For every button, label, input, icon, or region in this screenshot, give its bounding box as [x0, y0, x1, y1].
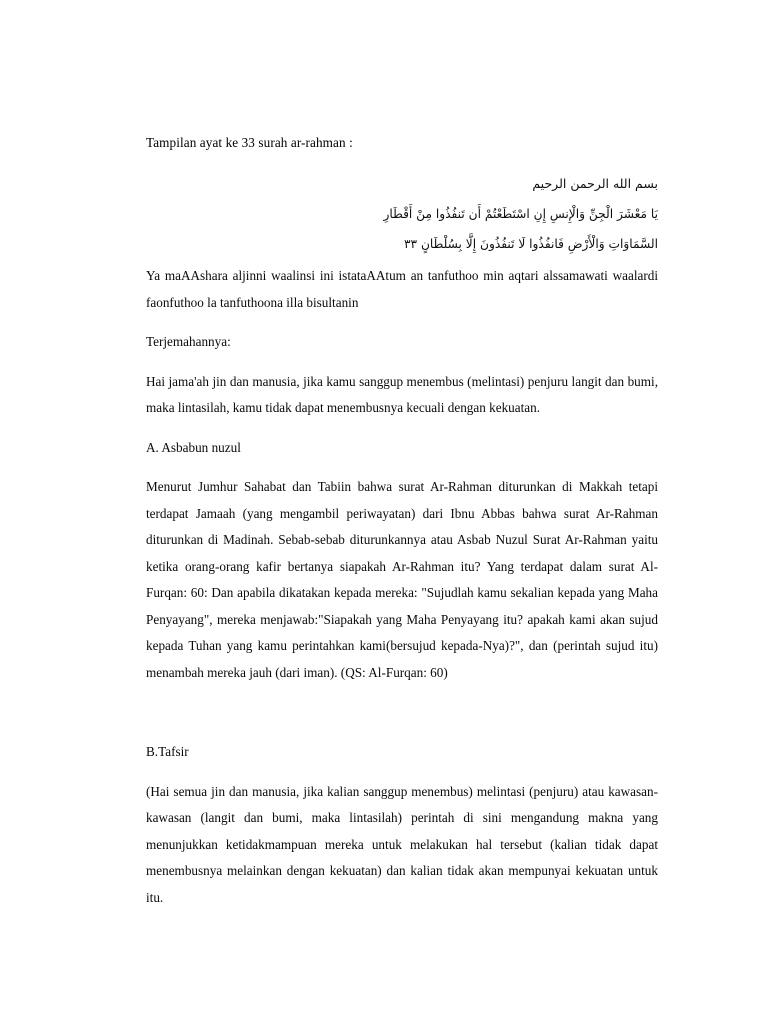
section-b-paragraph: (Hai semua jin dan manusia, jika kalian sanggup menembus) melintasi (penjuru) atau kawasan-kawasan (langit dan bumi, maka lintasilah) perintah di sini mengandung makna yang menunjukkan ketidakmampuan mereka untuk melakukan hal tersebut (kalian tidak dapat menembusnya melainkan dengan kekuatan) dan kalian tidak akan mempunyai kekuatan untuk itu. [146, 783, 658, 905]
transliteration-paragraph: Ya maAAshara aljinni waalinsi ini istataAAtum an tanfuthoo min aqtari alssamawati waalardi faonfuthoo la tanfuthoona illa bisultanin [146, 268, 658, 310]
section-a-heading: A. Asbabun nuzul [146, 439, 241, 455]
page-title: Tampilan ayat ke 33 surah ar-rahman : [146, 135, 353, 150]
section-a-paragraph: Menurut Jumhur Sahabat dan Tabiin bahwa surat Ar-Rahman diturunkan di Makkah tetapi terdapat Jamaah (yang mengambil periwayatan) dari Ibnu Abbas bahwa surat Ar-Rahman diturunkan di Madinah. Sebab-sebab diturunkannya atau Asbab Nuzul Surat Ar-Rahman yaitu ketika orang-orang kafir bertanya siapakah Ar-Rahman itu? Yang terdapat dalam surat Al-Furqan: 60: Dan apabila dikatakan kepada mereka: "Sujudlah kamu sekalian kepada yang Maha Penyayang", mereka menjawab:"Siapakah yang Maha Penyayang itu? apakah kami akan sujud kepada Tuhan yang kamu perintahkan kami(bersujud kepada-Nya)?", dan (perintah sujud itu) menambah mereka jauh (dari iman). (QS: Al-Furqan: 60) [146, 479, 658, 680]
translation-label: Terjemahannya: [146, 334, 231, 350]
arabic-verse-block [146, 168, 658, 259]
spacer-between-sections [146, 699, 658, 739]
section-b-heading: B.Tafsir [146, 744, 189, 760]
translation-paragraph: Hai jama'ah jin dan manusia, jika kamu sanggup menembus (melintasi) penjuru langit dan bumi, maka lintasilah, kamu tidak dapat menembusnya kecuali dengan kekuatan. [146, 373, 658, 416]
spacer-after-title [146, 158, 658, 168]
arabic-verse-line-1: يَا مَعْشَرَ الْجِنِّ وَالْإِنسِ إِنِ اسْتَطَعْتُمْ أَن تَنفُذُوا مِنْ أَقْطَارِ [383, 207, 658, 222]
document-content [146, 133, 658, 924]
arabic-bismillah: بسم الله الرحمن الرحيم [532, 176, 658, 192]
arabic-verse-line-2: السَّمَاوَاتِ وَالْأَرْضِ فَانفُذُوا لَا تَنفُذُونَ إِلَّا بِسُلْطَانٍ ٣٣ [403, 237, 658, 252]
